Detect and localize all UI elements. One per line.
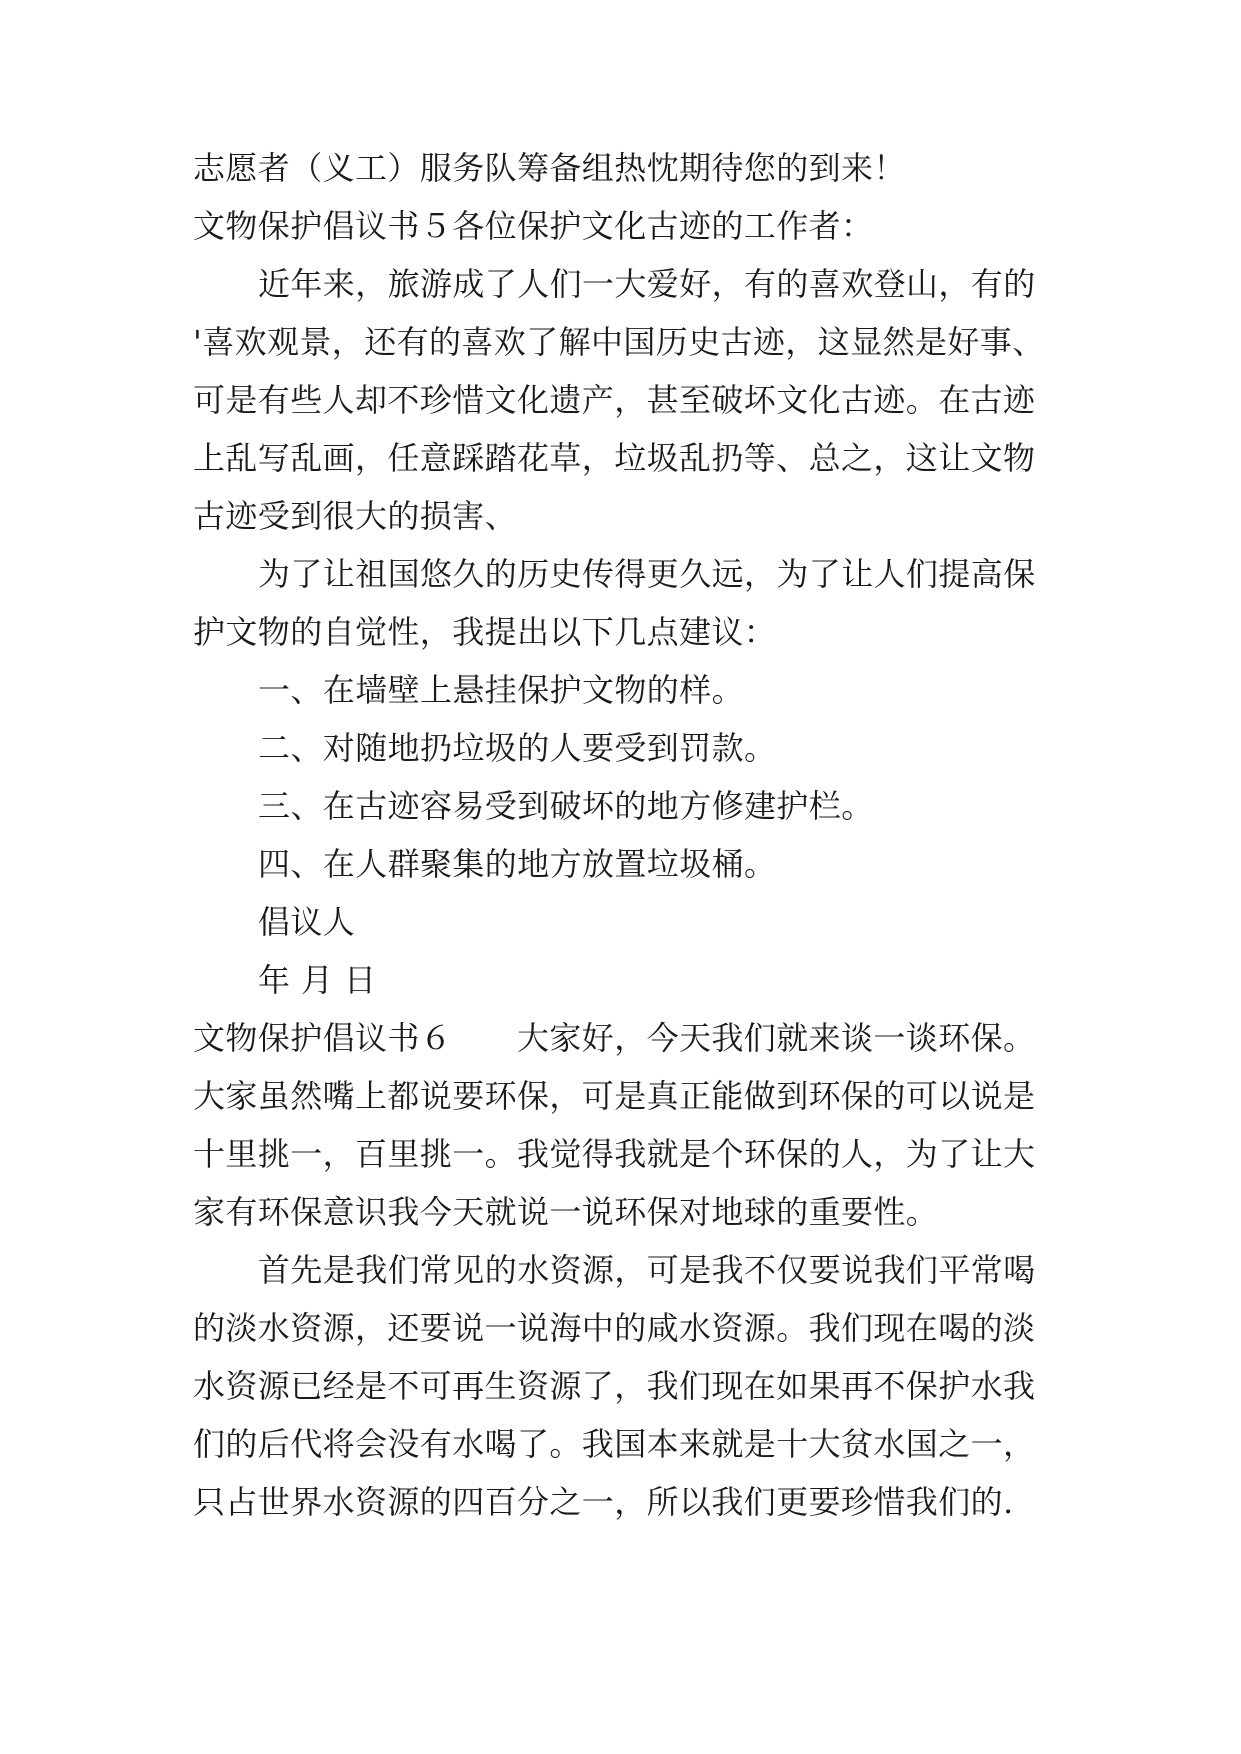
text-line-4: '喜欢观景，还有的喜欢了解中国历史古迹，这显然是好事、	[193, 323, 1045, 361]
text-line-22: 水资源已经是不可再生资源了，我们现在如果再不保护水我	[193, 1367, 1036, 1405]
text-line-14: 倡议人	[258, 903, 356, 941]
text-line-6: 上乱写乱画，任意踩踏花草，垃圾乱扔等、总之，这让文物	[193, 439, 1036, 477]
text-line-3: 近年来，旅游成了人们一大爱好，有的喜欢登山，有的	[258, 265, 1036, 303]
text-line-21: 的淡水资源，还要说一说海中的咸水资源。我们现在喝的淡	[193, 1309, 1036, 1347]
text-line-20: 首先是我们常见的水资源，可是我不仅要说我们平常喝	[258, 1251, 1036, 1289]
text-line-1: 志愿者（义工）服务队筹备组热忱期待您的到来！	[193, 149, 906, 187]
text-line-18: 十里挑一，百里挑一。我觉得我就是个环保的人，为了让大	[193, 1135, 1036, 1173]
text-line-23: 们的后代将会没有水喝了。我国本来就是十大贫水国之一，	[193, 1425, 1036, 1463]
text-line-5: 可是有些人却不珍惜文化遗产，甚至破坏文化古迹。在古迹	[193, 381, 1036, 419]
text-line-15: 年 月 日	[258, 961, 377, 999]
text-line-13: 四、在人群聚集的地方放置垃圾桶。	[258, 845, 777, 883]
text-line-16: 文物保护倡议书６ 大家好，今天我们就来谈一谈环保。	[193, 1019, 1036, 1057]
text-line-2: 文物保护倡议书５各位保护文化古迹的工作者：	[193, 207, 874, 245]
text-line-24: 只占世界水资源的四百分之一，所以我们更要珍惜我们的.	[193, 1483, 1014, 1521]
text-line-11: 二、对随地扔垃圾的人要受到罚款。	[258, 729, 777, 767]
text-line-8: 为了让祖国悠久的历史传得更久远，为了让人们提高保	[258, 555, 1036, 593]
text-line-7: 古迹受到很大的损害、	[193, 497, 518, 535]
text-line-12: 三、在古迹容易受到破坏的地方修建护栏。	[258, 787, 874, 825]
text-line-9: 护文物的自觉性，我提出以下几点建议：	[193, 613, 777, 651]
text-line-10: 一、在墙壁上悬挂保护文物的样。	[258, 671, 745, 709]
text-line-19: 家有环保意识我今天就说一说环保对地球的重要性。	[193, 1193, 939, 1231]
text-line-17: 大家虽然嘴上都说要环保，可是真正能做到环保的可以说是	[193, 1077, 1036, 1115]
